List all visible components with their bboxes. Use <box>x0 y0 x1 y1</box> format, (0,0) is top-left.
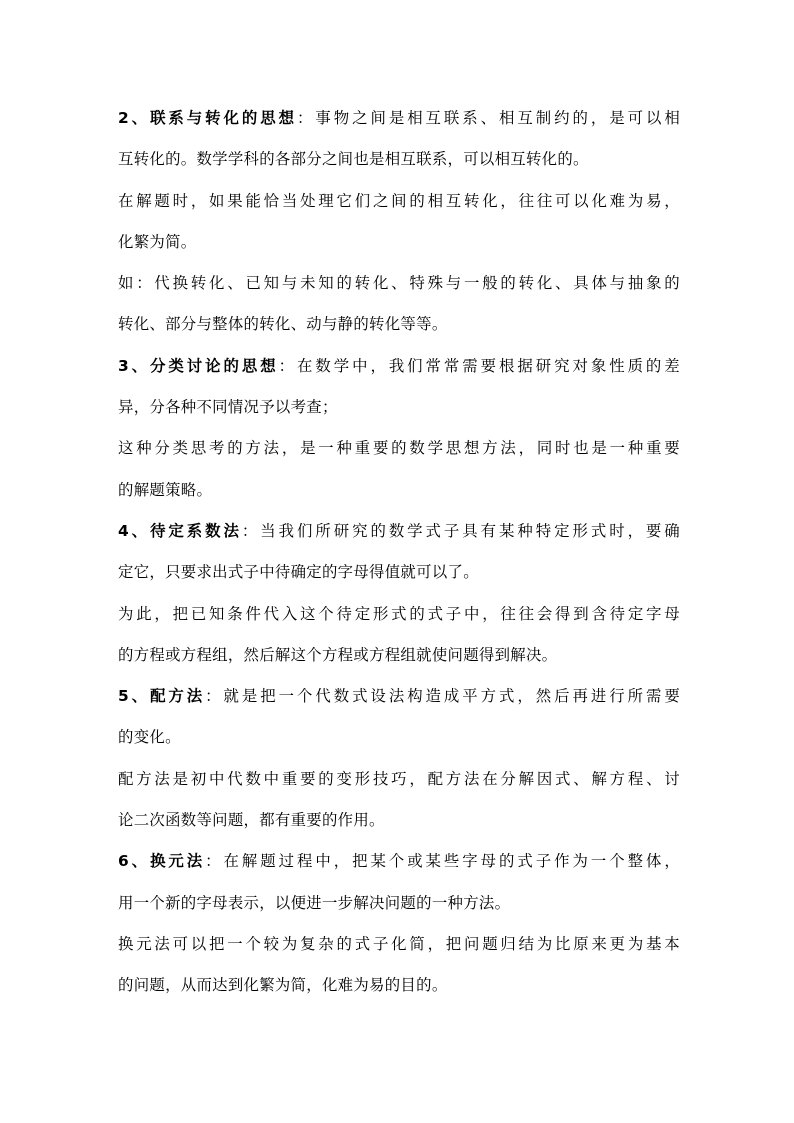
section-6-heading-line <box>118 841 680 882</box>
section-5-text: ：就是把一个代数式设法构造成平方式，然后再进行所需要 <box>205 687 680 706</box>
paragraph-line: 论二次函数等问题，都有重要的作用。 <box>118 811 385 830</box>
paragraph-line: 如：代换转化、已知与未知的转化、特殊与一般的转化、具体与抽象的 <box>118 274 680 293</box>
paragraph-line: 的变化。 <box>118 728 181 747</box>
paragraph-line: 化繁为简。 <box>118 232 197 251</box>
paragraph-line: 异，分各种不同情况予以考查； <box>118 398 338 417</box>
paragraph-line: 换元法可以把一个较为复杂的式子化简，把问题归结为比原来更为基本 <box>118 934 680 953</box>
section-4-heading-line <box>118 511 680 552</box>
section-5-title: 配方法 <box>150 687 206 706</box>
section-2-heading-line <box>118 98 680 139</box>
section-3-number: 3、 <box>118 356 151 375</box>
paragraph-line: 在解题时，如果能恰当处理它们之间的相互转化，往往可以化难为易， <box>118 191 680 210</box>
section-5-number: 5、 <box>118 687 151 706</box>
section-5-heading-line <box>118 676 680 717</box>
section-6-number: 6、 <box>118 852 151 871</box>
section-4-title: 待定系数法 <box>150 521 242 540</box>
paragraph-line: 的方程或方程组，然后解这个方程或方程组就使问题得到解决。 <box>118 645 558 664</box>
paragraph-line: 这种分类思考的方法，是一种重要的数学思想方法，同时也是一种重要 <box>118 439 680 458</box>
section-6-title: 换元法 <box>150 852 206 871</box>
section-4-text: ：当我们所研究的数学式子具有某种特定形式时，要确 <box>241 521 680 540</box>
paragraph-line: 为此，把已知条件代入这个待定形式的式子中，往往会得到含待定字母 <box>118 604 680 623</box>
paragraph-line: 用一个新的字母表示，以便进一步解决问题的一种方法。 <box>118 893 511 912</box>
paragraph-line: 转化、部分与整体的转化、动与静的转化等等。 <box>118 315 448 334</box>
paragraph-line: 互转化的。数学学科的各部分之间也是相互联系，可以相互转化的。 <box>118 150 589 169</box>
section-6-text: ：在解题过程中，把某个或某些字母的式子作为一个整体， <box>205 852 680 871</box>
paragraph-line: 配方法是初中代数中重要的变形技巧，配方法在分解因式、解方程、讨 <box>118 769 680 788</box>
paragraph-line: 的解题策略。 <box>118 480 213 499</box>
section-2-title: 联系与转化的思想 <box>150 109 297 127</box>
paragraph-line: 定它，只要求出式子中待确定的字母得值就可以了。 <box>118 563 479 582</box>
document-content <box>118 98 680 1007</box>
section-3-text: ：在数学中，我们常常需要根据研究对象性质的差 <box>278 356 680 375</box>
section-2-text: ：事物之间是相互联系、相互制约的，是可以相 <box>297 109 680 127</box>
section-3-heading-line <box>118 346 680 387</box>
section-4-number: 4、 <box>118 521 151 540</box>
section-2-number: 2、 <box>118 109 151 127</box>
section-3-title: 分类讨论的思想 <box>150 356 279 375</box>
paragraph-line: 的问题，从而达到化繁为简，化难为易的目的。 <box>118 976 448 995</box>
